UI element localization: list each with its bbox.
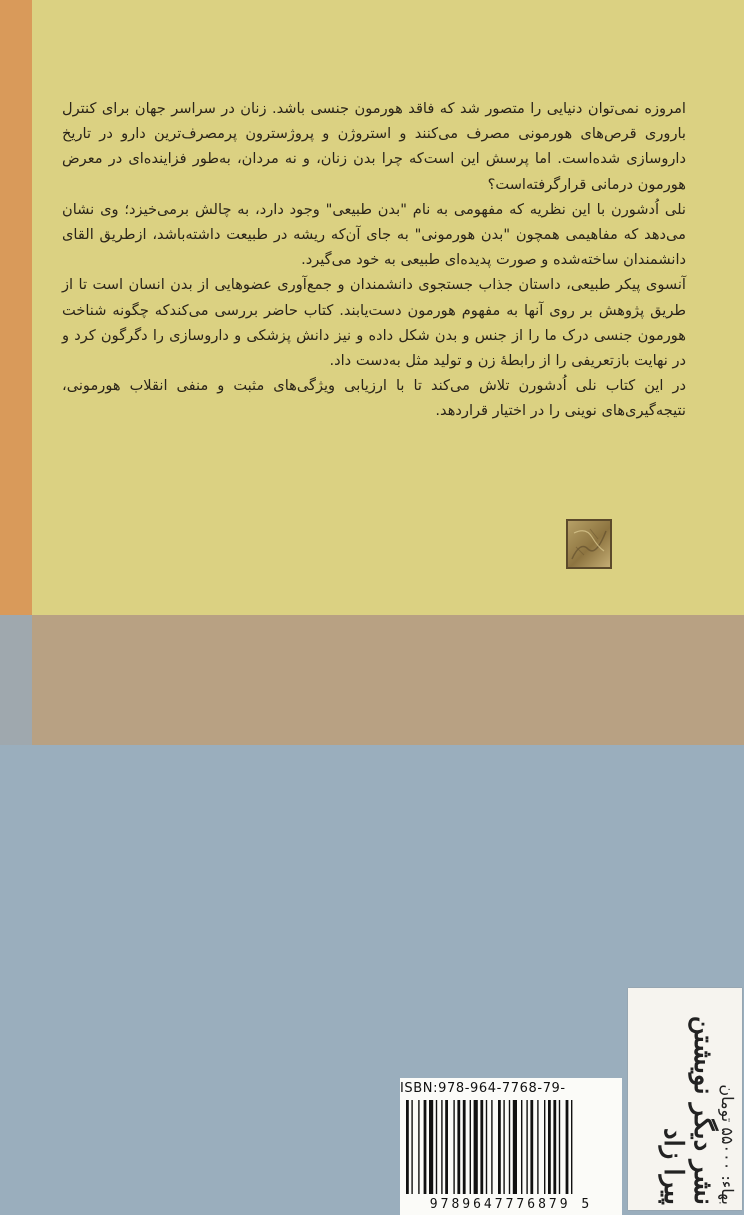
- barcode-bar: [530, 1100, 533, 1194]
- barcode-bar: [463, 1100, 466, 1194]
- barcode-bar: [474, 1100, 478, 1194]
- sticker-price: بهاء: ۵۵۰۰۰ تومان: [718, 1084, 737, 1205]
- cover-thumbnail-emblem: [566, 519, 612, 569]
- barcode-bar: [509, 1100, 510, 1194]
- barcode-bar: [453, 1100, 454, 1194]
- barcode-bar: [526, 1100, 527, 1194]
- barcode-bar: [566, 1100, 569, 1194]
- barcode-bar: [411, 1100, 412, 1194]
- barcode-bar: [537, 1100, 538, 1194]
- barcode-bars: [404, 1100, 618, 1196]
- barcode-bar: [406, 1100, 409, 1194]
- barcode-bar: [491, 1100, 492, 1194]
- blurb-paragraph: آنسوی پیکر طبیعی، داستان جذاب جستجوی دانشمندان و جمع‌آوری عضوهایی از بدن انسان است تا از طریق پژوهش بر روی آنها به مفهوم هورمون دست‌یابند. کتاب حاضر بررسی می‌کندکه چگونه شناخت هورمون جنسی درک ما را از جنس و بدن شکل داده و نیز دانش پزشکی و داروسازی را دگرگون کرد و در نهایت بازتعریفی را از رابطهٔ زن و تولید مثل به‌دست داد.: [62, 276, 686, 370]
- blurb-paragraph: نلی اُدشورن با این نظریه که مفهومی به نام "بدن طبیعی" وجود دارد، به چالش برمی‌خیزد؛ وی نشان می‌دهد که مفاهیمی همچون "بدن هورمونی" به جای آن‌که ریشه در طبیعت داشته‌باشد، ازطریق القای دانشمندان ساخته‌شده و صورت پدیده‌ای طبیعی به خود می‌گیرد.: [62, 200, 686, 269]
- barcode-bar: [513, 1100, 517, 1194]
- barcode-bar: [548, 1100, 551, 1194]
- blurb-paragraph: در این کتاب نلی اُدشورن تلاش می‌کند تا با ارزیابی ویژگی‌های مثبت و منفی انقلاب هورمونی، نتیجه‌گیری‌های نوینی را در اختیار قراردهد.: [62, 377, 686, 420]
- barcode-bar: [418, 1100, 419, 1194]
- barcode-bar: [521, 1100, 522, 1194]
- orange-strip: [0, 0, 32, 615]
- sticker-publisher: نشر دیگر نویشتن پیرا زاد: [658, 1015, 718, 1205]
- barcode-bar: [544, 1100, 545, 1194]
- barcode-number: 9789647776879 5: [429, 1197, 593, 1212]
- isbn-label: ISBN:978-964-7768-79-: [400, 1081, 566, 1096]
- barcode-bar: [498, 1100, 501, 1194]
- barcode-bar: [553, 1100, 556, 1194]
- barcode-bar: [486, 1100, 487, 1194]
- barcode-bar: [436, 1100, 437, 1194]
- barcode-bar: [457, 1100, 460, 1194]
- barcode-bar: [559, 1100, 560, 1194]
- barcode-bar: [445, 1100, 448, 1194]
- back-cover-blurb: [62, 96, 686, 424]
- grey-strip: [0, 615, 32, 745]
- barcode-bar: [424, 1100, 427, 1194]
- isbn-barcode: [400, 1078, 622, 1215]
- blurb-paragraph: امروزه نمی‌توان دنیایی را متصور شد که فاقد هورمون جنسی باشد. زنان در سراسر جهان برای کنترل باروری قرص‌های هورمونی مصرف می‌کنند و استروژن و پروژسترون پرمصرف‌ترین دارو در تاریخ داروسازی شده‌است. اما پرسش این است‌که چرا بدن زنان، و نه مردان، به‌طور فزاینده‌ای در معرض هورمون درمانی قرارگرفته‌است؟: [62, 100, 686, 193]
- brown-band: [32, 615, 744, 745]
- barcode-bar: [429, 1100, 433, 1194]
- barcode-bar: [503, 1100, 504, 1194]
- barcode-bar: [441, 1100, 442, 1194]
- price-sticker: [628, 988, 742, 1210]
- barcode-bar: [480, 1100, 483, 1194]
- barcode-bar: [571, 1100, 572, 1194]
- barcode-bar: [470, 1100, 471, 1194]
